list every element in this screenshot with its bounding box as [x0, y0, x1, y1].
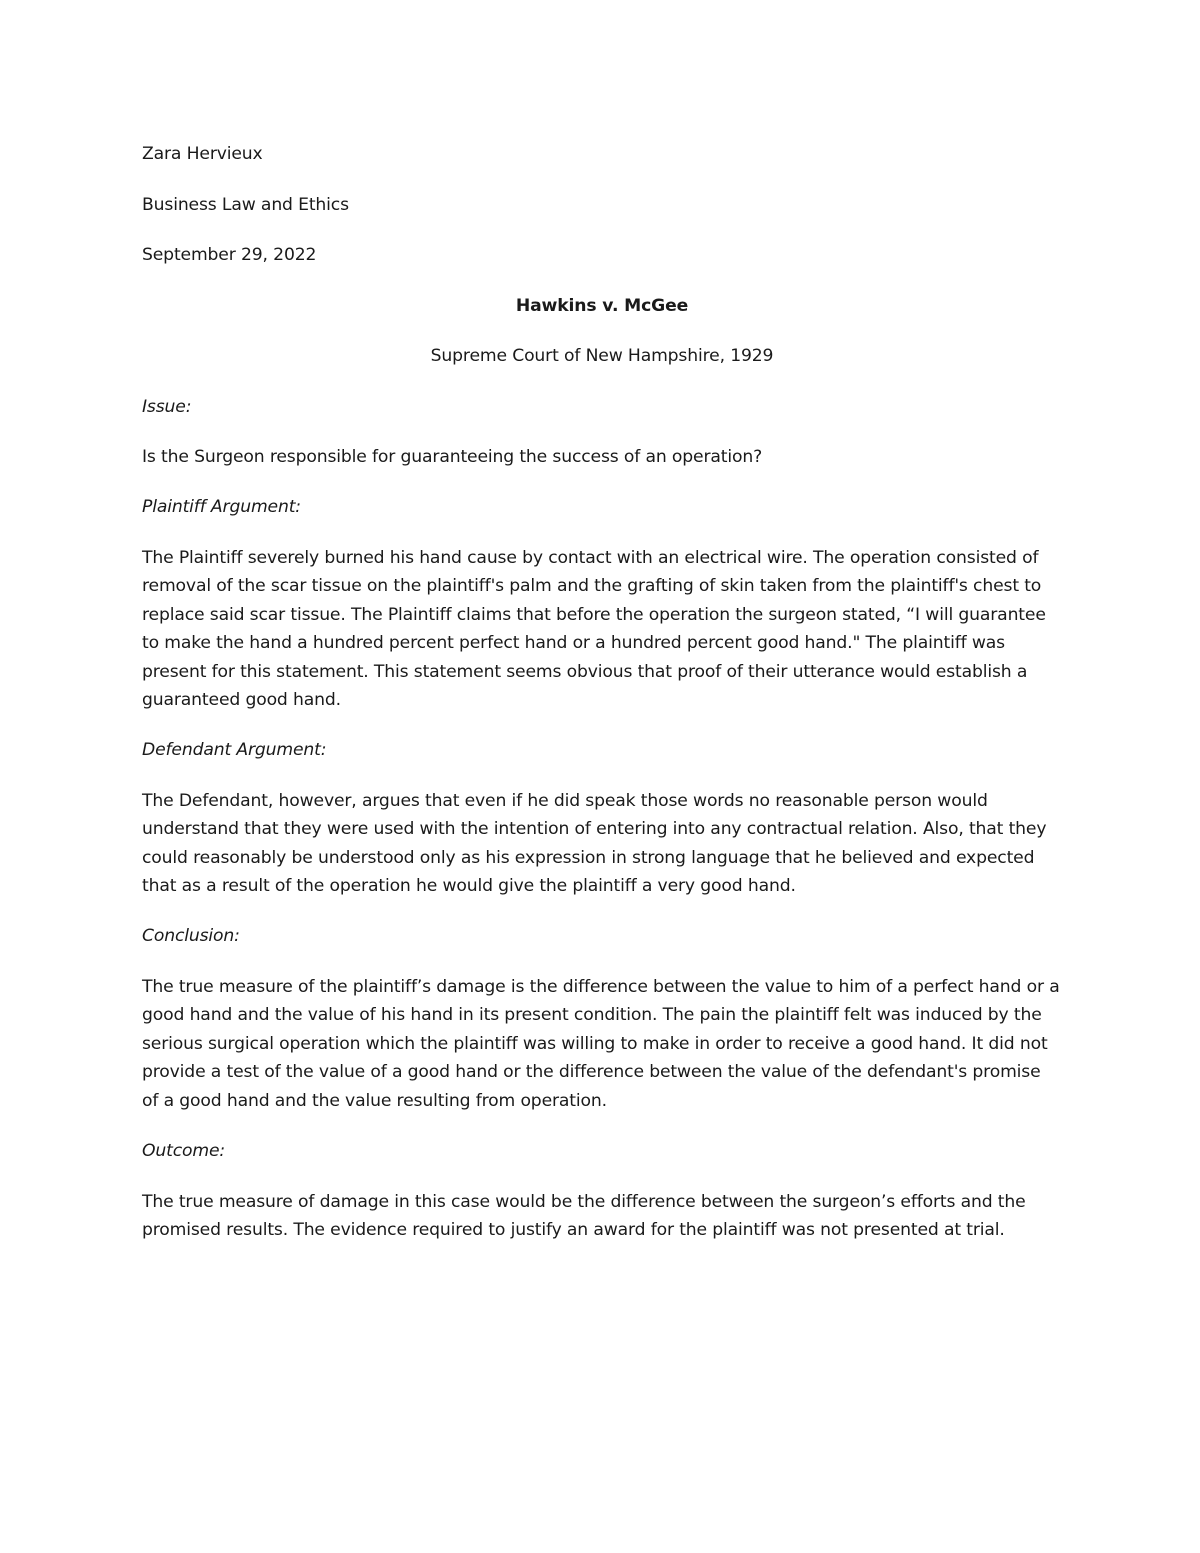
- plaintiff-heading: Plaintiff Argument:: [142, 497, 301, 518]
- conclusion-text: The true measure of the plaintiff’s damage is the difference between the value to him of a perfect hand or a good hand and the value of his hand in its present condition. The pain the plaintiff felt was induced by the serious surgical operation which the plaintiff was willing to make in order to receive a good hand. It did not provide a test of the value of a good hand or the difference between the value of the defendant's promise of a good hand and the value resulting from operation.: [142, 976, 1060, 1111]
- case-title: Hawkins v. McGee: [515, 295, 689, 316]
- defendant-text: The Defendant, however, argues that even if he did speak those words no reasonable person would understand that they were used with the intention of entering into any contractual relation. Also, that they could reasonably be understood only as his expression in strong language that he believed and expected that as a result of the operation he would give the plaintiff a very good hand.: [142, 790, 1047, 897]
- defendant-heading: Defendant Argument:: [142, 740, 327, 761]
- issue-text: Is the Surgeon responsible for guaranteeing the success of an operation?: [142, 447, 763, 467]
- plaintiff-text: The Plaintiff severely burned his hand cause by contact with an electrical wire. The operation consisted of removal of the scar tissue on the plaintiff's palm and the grafting of skin taken from the plaintiff's chest to replace said scar tissue. The Plaintiff claims that before the operation the surgeon stated, “I will guarantee to make the hand a hundred percent perfect hand or a hundred percent good hand." The plaintiff was present for this statement. This statement seems obvious that proof of their utterance would establish a guaranteed good hand.: [142, 547, 1046, 710]
- document-date: September 29, 2022: [142, 245, 317, 265]
- document-body: [142, 140, 1062, 1266]
- conclusion-heading: Conclusion:: [142, 926, 240, 947]
- outcome-heading: Outcome:: [142, 1141, 226, 1161]
- court-name: Supreme Court of New Hampshire, 1929: [430, 346, 774, 366]
- outcome-text: The true measure of damage in this case would be the difference between the surgeon’s efforts and the promised results. The evidence required to justify an award for the plaintiff was not presented at trial.: [142, 1191, 1026, 1240]
- issue-heading: Issue:: [142, 396, 192, 417]
- author-name: Zara Hervieux: [142, 144, 263, 164]
- course-name: Business Law and Ethics: [142, 194, 349, 215]
